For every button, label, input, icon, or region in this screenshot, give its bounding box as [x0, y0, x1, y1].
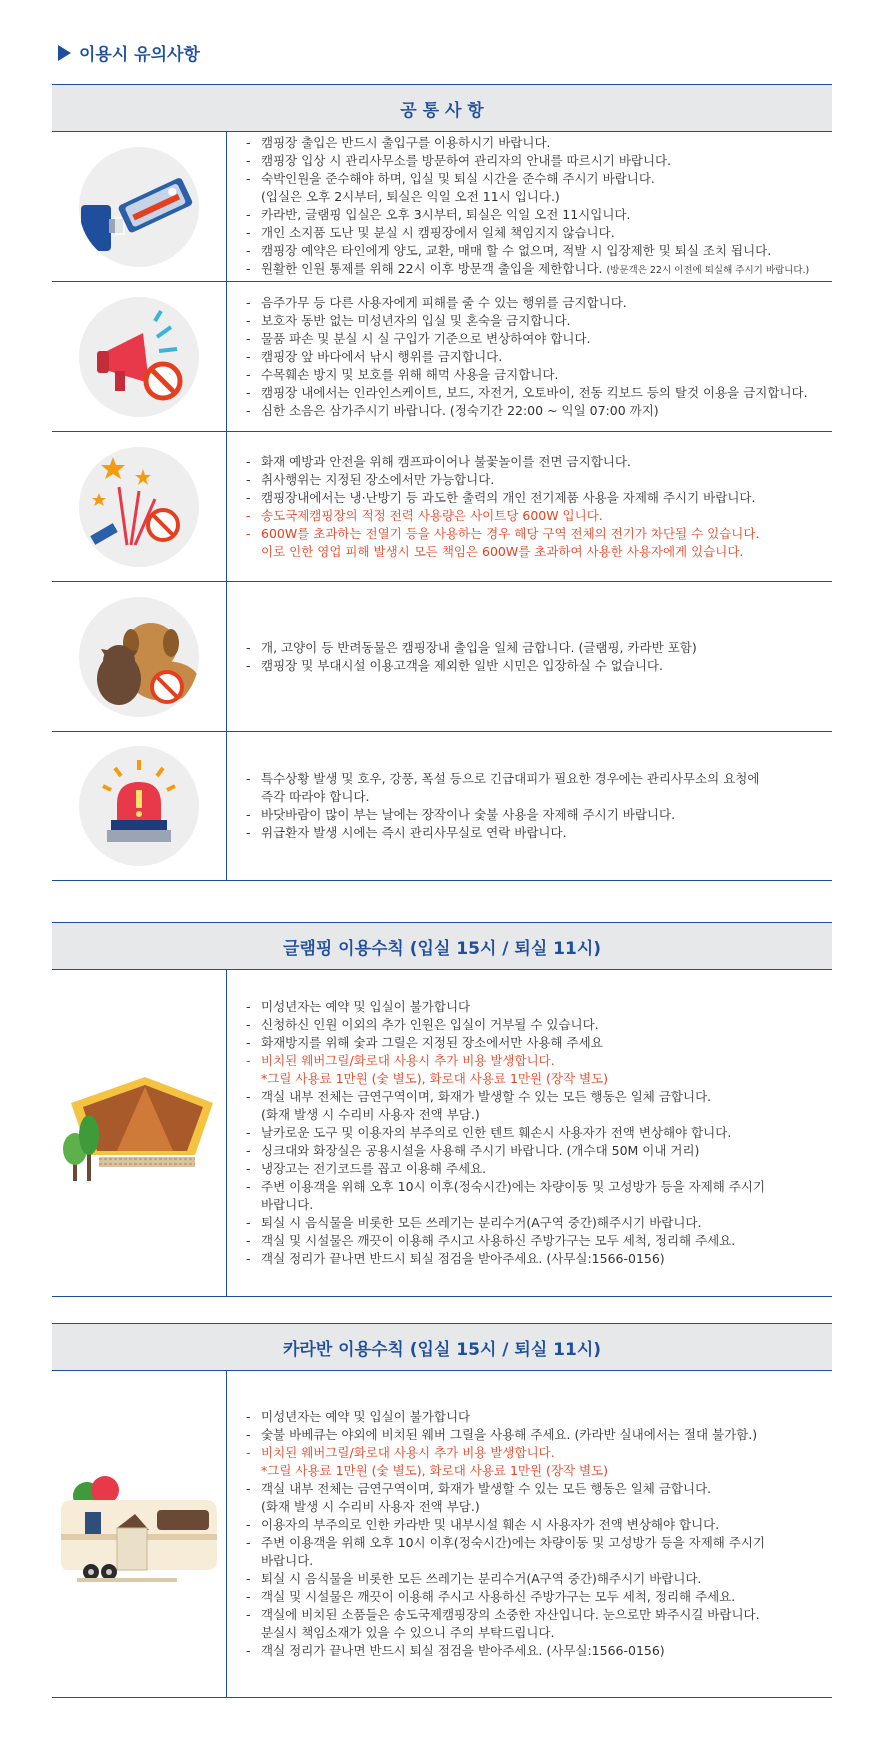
list-item: - 비치된 웨버그릴/화로대 사용시 추가 비용 발생합니다. *그릴 사용료 1만원 (숯 별도), 화로대 사용료 1만원 (장작 별도): [245, 1444, 765, 1480]
list-item: - 개, 고양이 등 반려동물은 캠핑장내 출입을 일체 금합니다. (글램핑, 카라반 포함): [245, 639, 697, 657]
list-item: - 원활한 인원 통제를 위해 22시 이후 방문객 출입을 제한합니다. (방문객은 22시 이전에 퇴실해 주시기 바랍니다.): [245, 260, 809, 280]
no-megaphone-icon: [79, 297, 199, 417]
list-item: - 숙박인원을 준수해야 하며, 입실 및 퇴실 시간을 준수해 주시기 바랍니다. (입실은 오후 2시부터, 퇴실은 익일 오전 11시 입니다.): [245, 170, 809, 206]
rule-list: [245, 1408, 765, 1660]
list-item: - 물품 파손 및 분실 시 실 구입가 기준으로 변상하여야 합니다.: [245, 330, 808, 348]
caravan-icon: [57, 1474, 221, 1594]
list-item: - 객실에 비치된 소품들은 송도국제캠핑장의 소중한 자산입니다. 눈으로만 봐주시길 바랍니다. 분실시 책임소재가 있을 수 있으니 주의 부탁드립니다.: [245, 1606, 765, 1642]
rule-list: [245, 770, 759, 842]
rule-list: [245, 294, 808, 420]
list-item: - 캠핑장 및 부대시설 이용고객을 제외한 일반 시민은 입장하실 수 없습니다.: [245, 657, 697, 675]
list-item: - 주변 이용객을 위해 오후 10시 이후(정숙시간)에는 차량이동 및 고성방가 등을 자제해 주시기 바랍니다.: [245, 1534, 765, 1570]
list-item: - 캠핑장 출입은 반드시 출입구를 이용하시기 바랍니다.: [245, 134, 809, 152]
list-item: - 객실 정리가 끝나면 반드시 퇴실 점검을 받아주세요. (사무실:1566-0156): [245, 1250, 765, 1268]
list-item: - 객실 정리가 끝나면 반드시 퇴실 점검을 받아주세요. (사무실:1566-0156): [245, 1642, 765, 1660]
common-row-pets: [52, 582, 832, 732]
glamping-section-title: 글램핑 이용수칙 (입실 15시 / 퇴실 11시): [52, 922, 832, 970]
caravan-section: [52, 1323, 832, 1698]
list-item: - 캠핑장 입상 시 관리사무소를 방문하여 관리자의 안내를 따르시기 바랍니다.: [245, 152, 809, 170]
list-item: - 화재 예방과 안전을 위해 캠프파이어나 불꽃놀이를 전면 금지합니다.: [245, 453, 759, 471]
rule-list: [245, 453, 759, 561]
caravan-row: [52, 1371, 832, 1698]
list-item: - 캠핑장 앞 바다에서 낚시 행위를 금지합니다.: [245, 348, 808, 366]
list-item: - 주변 이용객을 위해 오후 10시 이후(정숙시간)에는 차량이동 및 고성방가 등을 자제해 주시기 바랍니다.: [245, 1178, 765, 1214]
common-row-entry: [52, 132, 832, 282]
list-item: - 음주가무 등 다른 사용자에게 피해를 줄 수 있는 행위를 금지합니다.: [245, 294, 808, 312]
list-item: - 바닷바람이 많이 부는 날에는 장작이나 숯불 사용을 자제해 주시기 바랍니다.: [245, 806, 759, 824]
list-item: - 비치된 웨버그릴/화로대 사용시 추가 비용 발생합니다. *그릴 사용료 1만원 (숯 별도), 화로대 사용료 1만원 (장작 별도): [245, 1052, 765, 1088]
common-section-title: 공 통 사 항: [52, 84, 832, 132]
glamping-tent-icon: [59, 1073, 219, 1193]
list-item: - 신청하신 인원 이외의 추가 인원은 입실이 거부될 수 있습니다.: [245, 1016, 765, 1034]
list-item: - 화재방지를 위해 숯과 그릴은 지정된 장소에서만 사용해 주세요: [245, 1034, 765, 1052]
rule-list: [245, 639, 697, 675]
glamping-section: [52, 922, 832, 1297]
page-heading: [58, 40, 200, 65]
list-item: - 날카로운 도구 및 이용자의 부주의로 인한 텐트 훼손시 사용자가 전액 변상해야 합니다.: [245, 1124, 765, 1142]
list-item: - 특수상황 발생 및 호우, 강풍, 폭설 등으로 긴급대피가 필요한 경우에는 관리사무소의 요청에 즉각 따라야 합니다.: [245, 770, 759, 806]
list-item: - 미성년자는 예약 및 입실이 불가합니다: [245, 998, 765, 1016]
list-item: - 개인 소지품 도난 및 분실 시 캠핑장에서 일체 책임지지 않습니다.: [245, 224, 809, 242]
list-item: - 미성년자는 예약 및 입실이 불가합니다: [245, 1408, 765, 1426]
list-item: - 보호자 동반 없는 미성년자의 입실 및 혼숙을 금지합니다.: [245, 312, 808, 330]
list-item: - 캠핑장 예약은 타인에게 양도, 교환, 매매 할 수 없으며, 적발 시 입장제한 및 퇴실 조치 됩니다.: [245, 242, 809, 260]
list-item: - 싱크대와 화장실은 공용시설을 사용해 주시기 바랍니다. (개수대 50M 이내 거리): [245, 1142, 765, 1160]
list-item: - 송도국제캠핑장의 적정 전력 사용량은 사이트당 600W 입니다.: [245, 507, 759, 525]
list-item: - 수목훼손 방지 및 보호를 위해 해먹 사용을 금지합니다.: [245, 366, 808, 384]
rule-list: [245, 998, 765, 1268]
common-section: [52, 84, 832, 881]
list-item: - 숯불 바베큐는 야외에 비치된 웨버 그릴을 사용해 주세요. (카라반 실내에서는 절대 불가함.): [245, 1426, 765, 1444]
no-pets-icon: [79, 597, 199, 717]
emergency-siren-icon: [79, 746, 199, 866]
list-item: - 객실 및 시설물은 깨끗이 이용해 주시고 사용하신 주방가구는 모두 세척, 정리해 주세요.: [245, 1232, 765, 1250]
list-item: - 취사행위는 지정된 장소에서만 가능합니다.: [245, 471, 759, 489]
list-item: - 냉장고는 전기코드를 꼽고 이용해 주세요.: [245, 1160, 765, 1178]
list-item: - 객실 내부 전체는 금연구역이며, 화재가 발생할 수 있는 모든 행동은 일체 금합니다. (화재 발생 시 수리비 사용자 전액 부담.): [245, 1088, 765, 1124]
list-item: - 심한 소음은 삼가주시기 바랍니다. (정숙기간 22:00 ~ 익일 07:00 까지): [245, 402, 808, 420]
common-row-emergency: [52, 732, 832, 881]
page-heading-text: 이용시 유의사항: [79, 45, 200, 65]
list-item: - 카라반, 글램핑 입실은 오후 3시부터, 퇴실은 익일 오전 11시입니다.: [245, 206, 809, 224]
list-item: - 이용자의 부주의로 인한 카라반 및 내부시설 훼손 시 사용자가 전액 변상해야 합니다.: [245, 1516, 765, 1534]
list-item: - 캠핑장내에서는 냉·난방기 등 과도한 출력의 개인 전기제품 사용을 자제해 주시기 바랍니다.: [245, 489, 759, 507]
rule-list: [245, 134, 809, 280]
list-item: - 객실 내부 전체는 금연구역이며, 화재가 발생할 수 있는 모든 행동은 일체 금합니다. (화재 발생 시 수리비 사용자 전액 부담.): [245, 1480, 765, 1516]
list-item: - 퇴실 시 음식물을 비롯한 모든 쓰레기는 분리수거(A구역 중간)해주시기 바랍니다.: [245, 1570, 765, 1588]
list-item: - 위급환자 발생 시에는 즉시 관리사무실로 연락 바랍니다.: [245, 824, 759, 842]
list-item: - 객실 및 시설물은 깨끗이 이용해 주시고 사용하신 주방가구는 모두 세척, 정리해 주세요.: [245, 1588, 765, 1606]
caravan-section-title: 카라반 이용수칙 (입실 15시 / 퇴실 11시): [52, 1323, 832, 1371]
glamping-row: [52, 970, 832, 1297]
list-item: - 퇴실 시 음식물을 비롯한 모든 쓰레기는 분리수거(A구역 중간)해주시기 바랍니다.: [245, 1214, 765, 1232]
common-row-fire: [52, 432, 832, 582]
triangle-bullet-icon: [58, 45, 71, 61]
list-item: - 600W를 초과하는 전열기 등을 사용하는 경우 해당 구역 전체의 전기가 차단될 수 있습니다. 이로 인한 영업 피해 발생시 모든 책임은 600W를 초과하여 사용한 사용자에게 있습니다.: [245, 525, 759, 561]
list-item: - 캠핑장 내에서는 인라인스케이트, 보드, 자전거, 오토바이, 전동 킥보드 등의 탈것 이용을 금지합니다.: [245, 384, 808, 402]
common-row-conduct: [52, 282, 832, 432]
cctv-camera-icon: [79, 147, 199, 267]
no-fireworks-icon: [79, 447, 199, 567]
